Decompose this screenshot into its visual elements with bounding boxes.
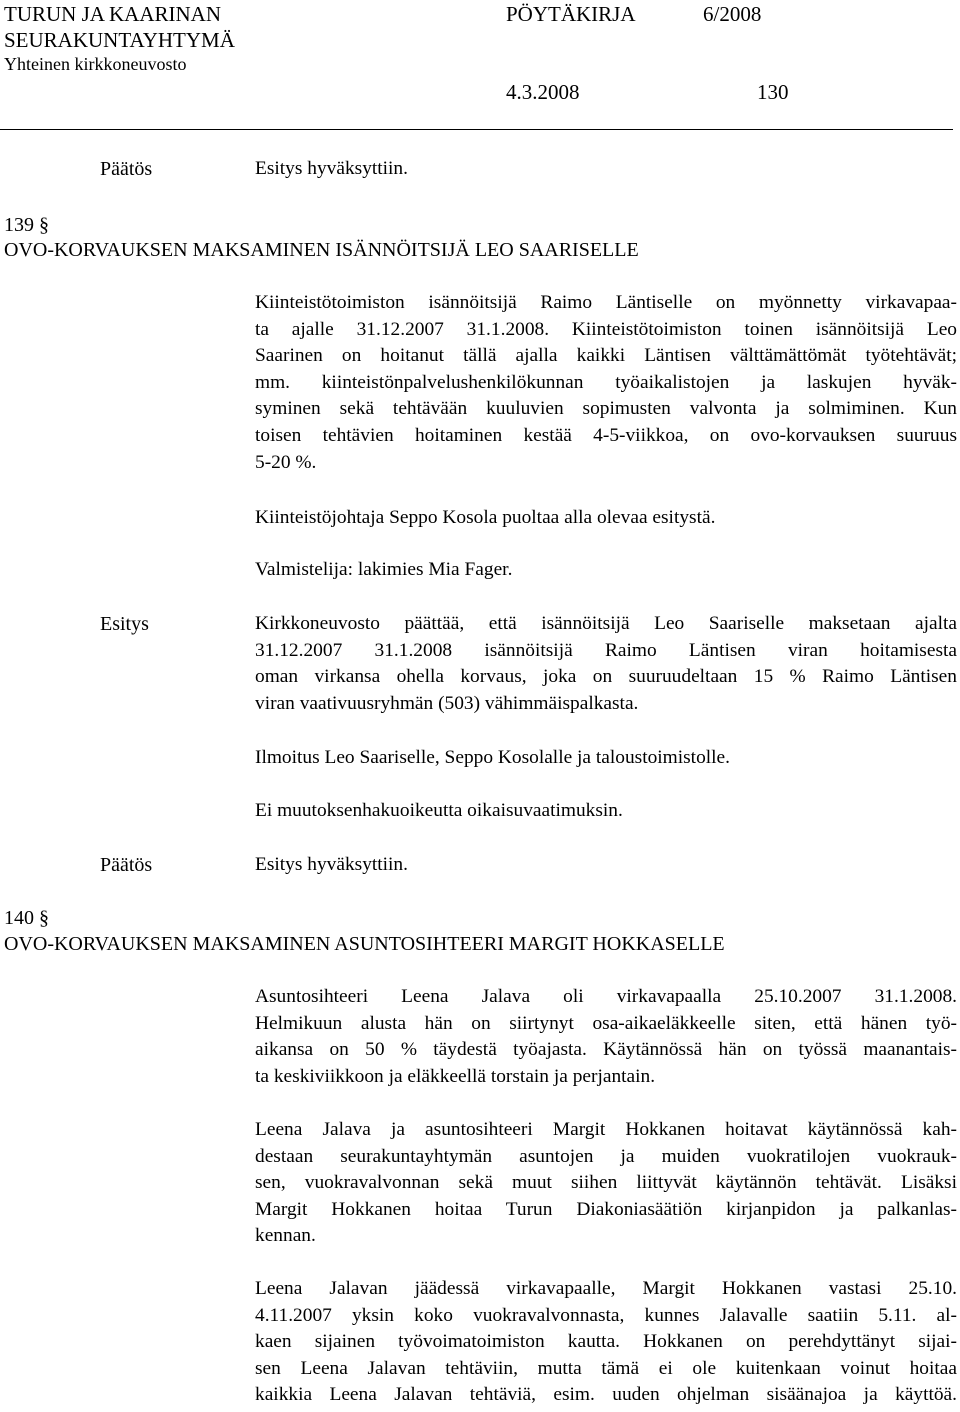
section-number: 139 bbox=[4, 214, 34, 236]
section-139-paragraph bbox=[255, 290, 957, 476]
support-statement: Kiinteistöjohtaja Seppo Kosola puoltaa alla olevaa esitystä. bbox=[255, 507, 716, 528]
org-name-line1: TURUN JA KAARINAN bbox=[4, 2, 222, 26]
paragraph-line: aikansa on 50 % täydestä työajasta. Käytännössä hän on työssä maanantais- bbox=[255, 1039, 957, 1061]
top-decision-label: Päätös bbox=[100, 158, 153, 180]
decision-text: Esitys hyväksyttiin. bbox=[255, 854, 408, 875]
org-name-line2: SEURAKUNTAYHTYMÄ bbox=[4, 28, 235, 52]
paragraph-line: Leena Jalavan jäädessä virkavapaalle, Margit Hokkanen vastasi 25.10. bbox=[255, 1278, 957, 1299]
decision-label: Päätös bbox=[100, 854, 153, 876]
section-139-title: OVO-KORVAUKSEN MAKSAMINEN ISÄNNÖITSIJÄ LEO SAARISELLE bbox=[4, 239, 639, 261]
paragraph-line: ta keskiviikkoon ja eläkkeellä torstain ja perjantain. bbox=[255, 1065, 656, 1087]
section-sign-icon: § bbox=[39, 214, 49, 236]
document-type: PÖYTÄKIRJA bbox=[506, 2, 636, 26]
paragraph-line: mm. kiinteistönpalvelushenkilökunnan työaikalistojen ja laskujen hyväk- bbox=[255, 371, 957, 393]
paragraph-line: Kiinteistötoimiston isännöitsijä Raimo Läntiselle on myönnetty virkavapaa- bbox=[255, 292, 957, 313]
section-140-paragraph-1 bbox=[255, 984, 957, 1090]
paragraph-line: kaikkia Leena Jalavan tehtäviä, esim. uuden ohjelman sisäänajoa ja käyttöä. bbox=[255, 1384, 957, 1406]
paragraph-line: viran vaativuusryhmän (503) vähimmäispalkasta. bbox=[255, 692, 639, 714]
header-rule bbox=[0, 129, 953, 130]
notice-statement: Ilmoitus Leo Saariselle, Seppo Kosolalle ja taloustoimistolle. bbox=[255, 747, 730, 768]
paragraph-line: Saarinen on hoitanut tällä ajalla kaikki Läntisen välttämättömät työtehtävät; bbox=[255, 345, 957, 367]
paragraph-line: kaen sijainen työvoimatoimiston kautta. Hokkanen on perehdyttänyt sijai- bbox=[255, 1331, 957, 1353]
paragraph-line: ta ajalle 31.12.2007 31.1.2008. Kiinteistötoimiston toinen isännöitsijä Leo bbox=[255, 318, 957, 340]
proposal-paragraph bbox=[255, 611, 957, 717]
paragraph-line: syminen sekä tehtävään kuuluvien sopimusten valvonta ja solmiminen. Kun bbox=[255, 398, 957, 420]
appeal-statement: Ei muutoksenhakuoikeutta oikaisuvaatimuksin. bbox=[255, 800, 623, 821]
paragraph-line: 4.11.2007 yksin koko vuokravalvonnasta, kunnes Jalavalle saatiin 5.11. al- bbox=[255, 1304, 957, 1326]
section-number: 140 bbox=[4, 907, 34, 929]
top-decision-text: Esitys hyväksyttiin. bbox=[255, 158, 408, 179]
section-140-title: OVO-KORVAUKSEN MAKSAMINEN ASUNTOSIHTEERI MARGIT HOKKASELLE bbox=[4, 933, 725, 955]
paragraph-line: oman virkansa ohella korvaus, joka on suuruudeltaan 15 % Raimo Läntisen bbox=[255, 666, 957, 688]
paragraph-line: toisen tehtävien hoitaminen kestää 4-5-viikkoa, on ovo-korvauksen suuruus bbox=[255, 424, 957, 446]
section-sign-icon: § bbox=[39, 907, 49, 929]
paragraph-line: destaan seurakuntayhtymän asuntojen ja muiden vuokratilojen vuokrauk- bbox=[255, 1145, 957, 1167]
paragraph-line: sen, vuokravalvonnan sekä muut siihen liittyvät käytännön tehtävät. Lisäksi bbox=[255, 1172, 957, 1194]
section-140-paragraph-2 bbox=[255, 1117, 957, 1250]
paragraph-line: Helmikuun alusta hän on siirtynyt osa-aikaeläkkeelle siten, että hänen työ- bbox=[255, 1012, 957, 1034]
paragraph-line: sen Leena Jalavan tehtäviin, mutta tämä ei ole kuitenkaan voinut hoitaa bbox=[255, 1357, 957, 1379]
section-140-paragraph-3 bbox=[255, 1276, 957, 1409]
proposal-label: Esitys bbox=[100, 613, 149, 635]
paragraph-line: kennan. bbox=[255, 1225, 316, 1247]
section-140-number bbox=[4, 905, 49, 931]
document-number: 6/2008 bbox=[703, 2, 762, 26]
meeting-date: 4.3.2008 bbox=[506, 80, 580, 104]
preparer-statement: Valmistelija: lakimies Mia Fager. bbox=[255, 559, 513, 580]
paragraph-line: Asuntosihteeri Leena Jalava oli virkavapaalla 25.10.2007 31.1.2008. bbox=[255, 986, 957, 1007]
section-139-number bbox=[4, 212, 49, 238]
paragraph-line: Leena Jalava ja asuntosihteeri Margit Hokkanen hoitavat käytännössä kah- bbox=[255, 1119, 957, 1140]
paragraph-line: Margit Hokkanen hoitaa Turun Diakoniasäätiön kirjanpidon ja palkanlas- bbox=[255, 1198, 957, 1220]
paragraph-line: 5-20 %. bbox=[255, 451, 317, 473]
page-number: 130 bbox=[757, 80, 789, 104]
org-name-line3: Yhteinen kirkkoneuvosto bbox=[4, 54, 187, 74]
paragraph-line: Kirkkoneuvosto päättää, että isännöitsijä Leo Saariselle maksetaan ajalta bbox=[255, 613, 957, 634]
paragraph-line: 31.12.2007 31.1.2008 isännöitsijä Raimo Läntisen viran hoitamisesta bbox=[255, 639, 957, 661]
